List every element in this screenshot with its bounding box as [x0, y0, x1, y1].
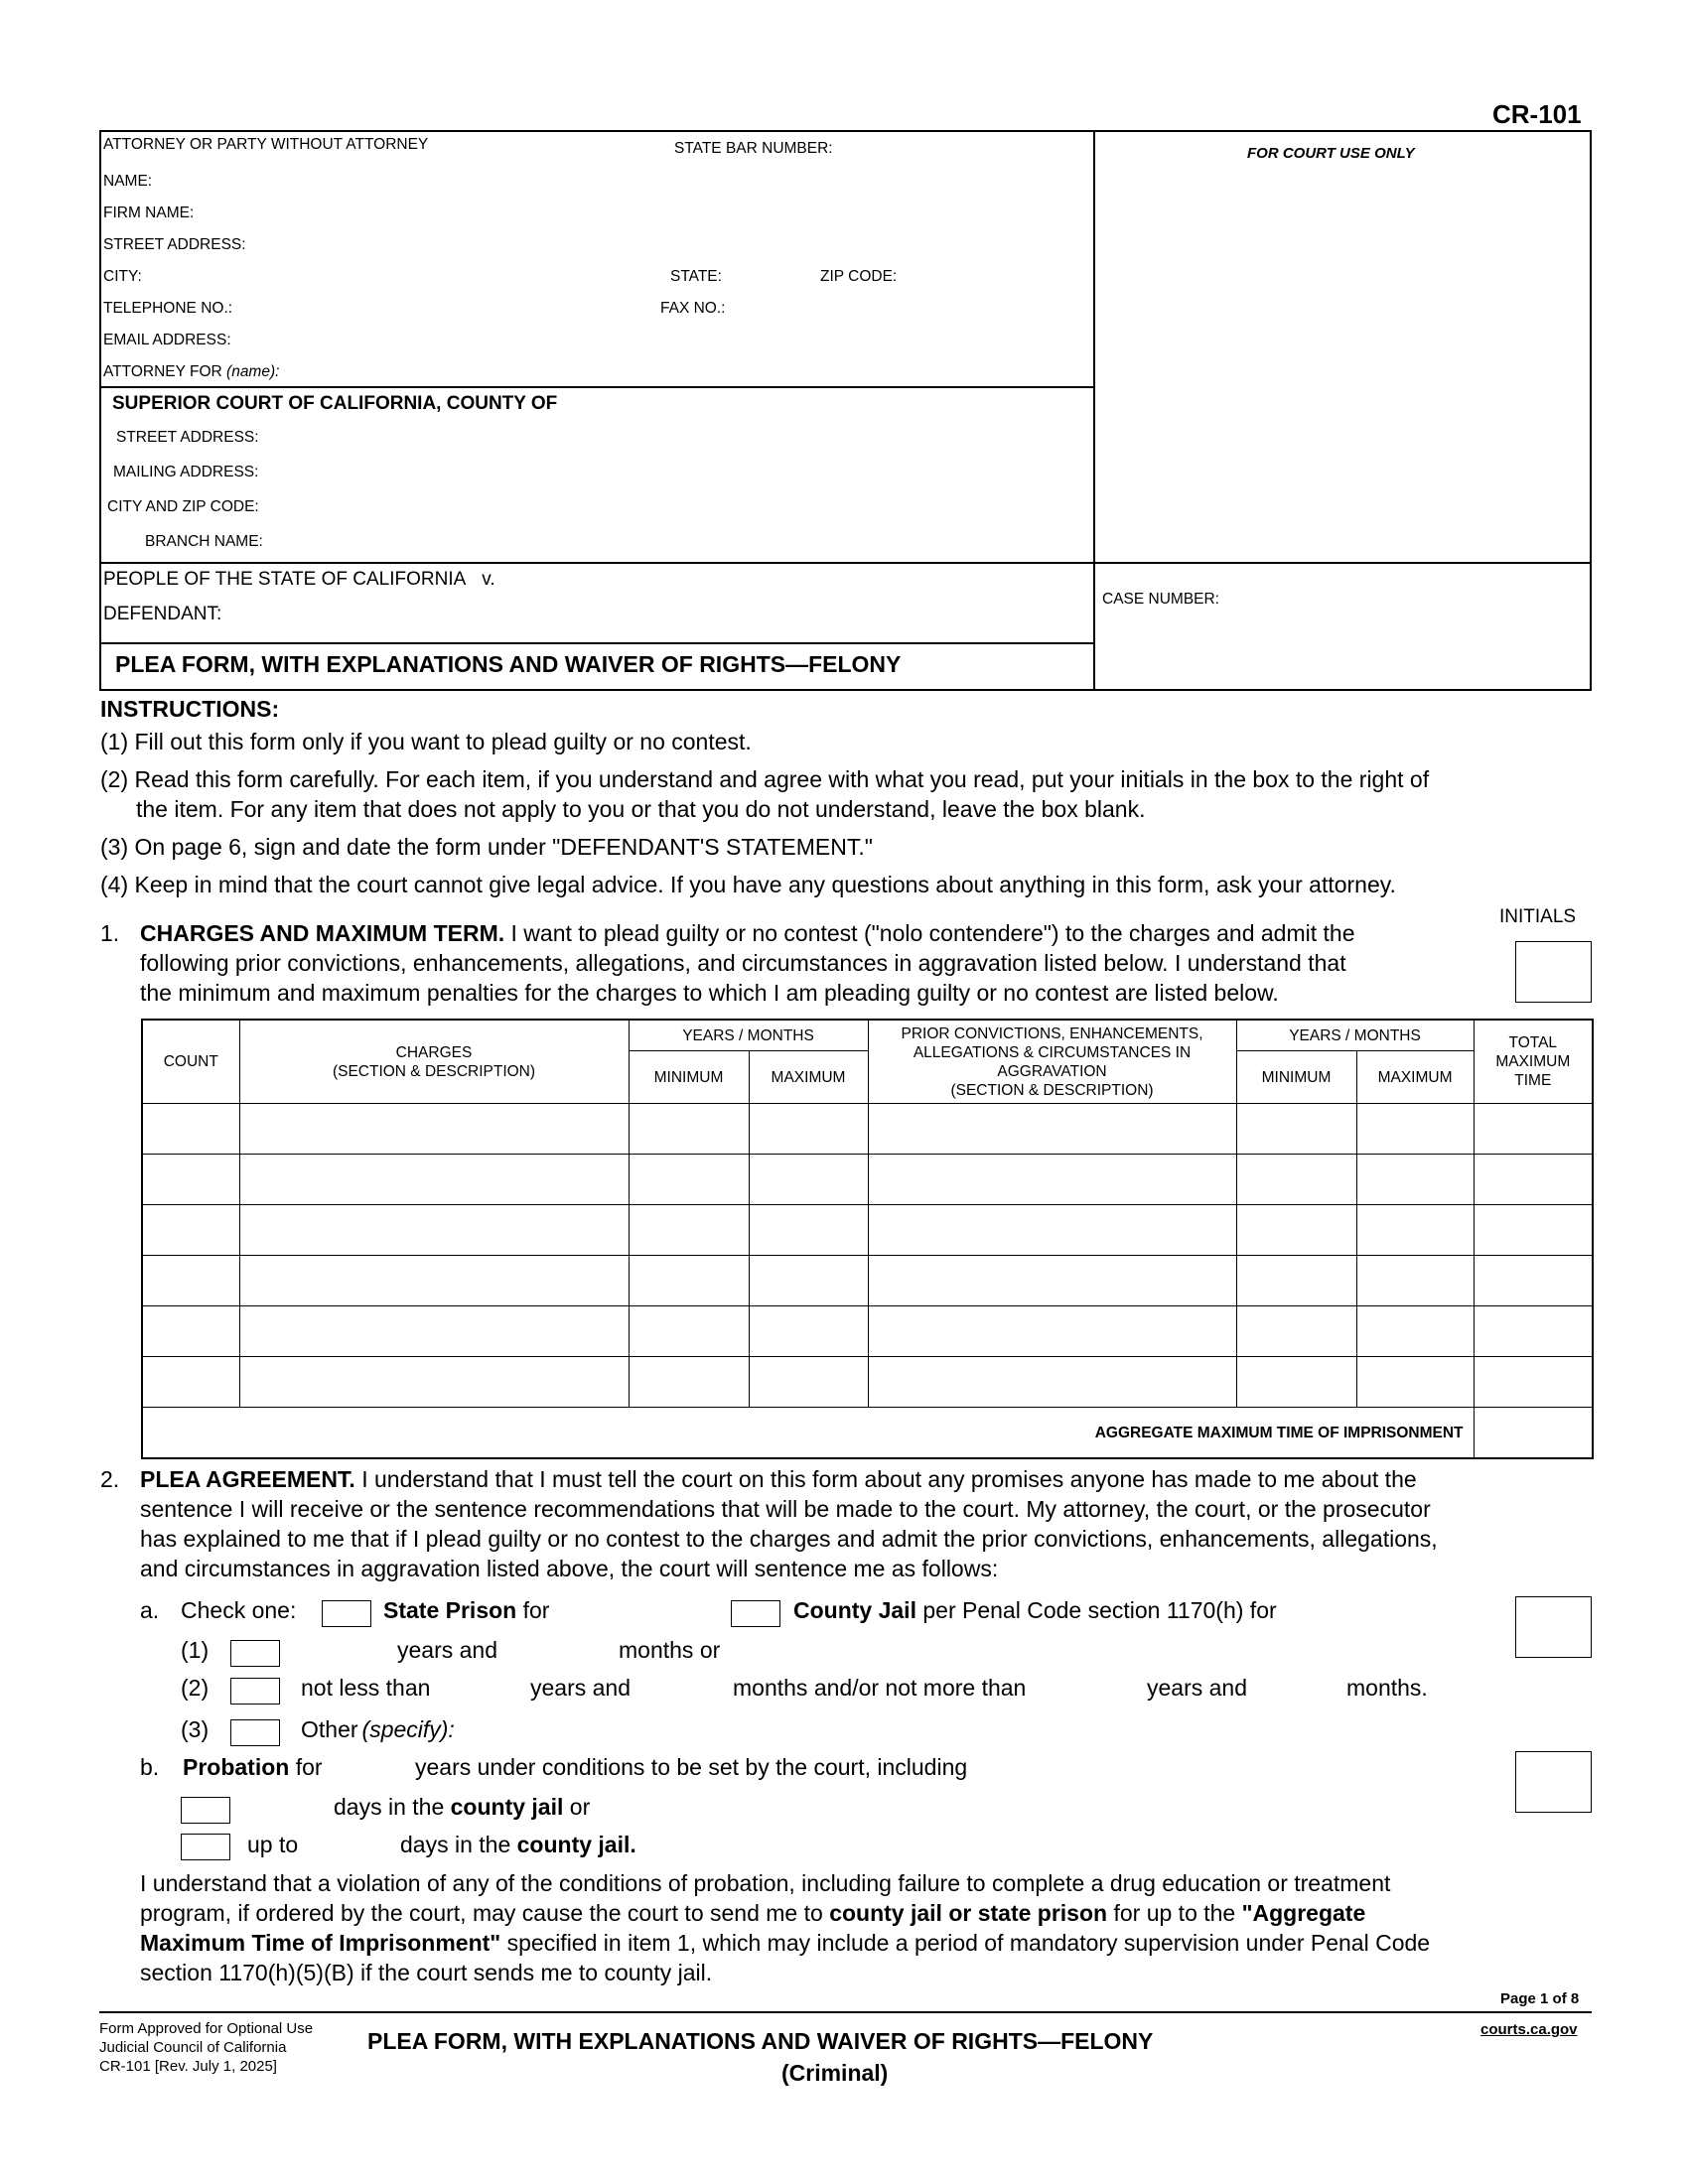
col-total: TOTAL MAXIMUM TIME: [1474, 1020, 1593, 1104]
county-jail-label: [793, 1595, 1277, 1626]
col-minimum-2: MINIMUM: [1236, 1051, 1356, 1104]
option-3-other: [301, 1714, 455, 1745]
approved-line1: Form Approved for Optional Use: [99, 2020, 314, 2037]
up-to-label: up to: [247, 1832, 299, 1857]
footer-rule: [99, 2011, 1592, 2013]
cell[interactable]: [1474, 1357, 1593, 1408]
page-number: Page 1 of 8: [1500, 1990, 1580, 2007]
col-maximum-2: MAXIMUM: [1356, 1051, 1474, 1104]
option-1-label: (1): [181, 1637, 210, 1663]
cell[interactable]: [142, 1104, 239, 1155]
cell[interactable]: [629, 1357, 749, 1408]
cell[interactable]: [749, 1104, 868, 1155]
item2-line3: has explained to me that if I plead guilty or no contest to the charges and admit the prior convictions, enhancements, allegations,: [140, 1526, 1438, 1552]
approved-block: [99, 2019, 313, 2076]
court-street-label: STREET ADDRESS:: [116, 429, 259, 446]
viol2c: for up to the: [1107, 1900, 1242, 1926]
cell[interactable]: [239, 1306, 629, 1357]
cell[interactable]: [868, 1104, 1236, 1155]
jail-days-checkbox[interactable]: [181, 1797, 230, 1824]
initials-box-1[interactable]: [1515, 941, 1592, 1003]
case-number-box: [1093, 562, 1592, 691]
state-bar-label: STATE BAR NUMBER:: [674, 140, 833, 157]
jail-days-label: [334, 1792, 590, 1823]
cell[interactable]: [1356, 1205, 1474, 1256]
instructions-heading: INSTRUCTIONS:: [100, 696, 280, 722]
charges-table: [141, 1019, 1594, 1459]
item1-line3: the minimum and maximum penalties for the charges to which I am pleading guilty or no contest are listed below.: [140, 980, 1279, 1006]
cell[interactable]: [142, 1205, 239, 1256]
cell[interactable]: [1236, 1256, 1356, 1306]
cell[interactable]: [1356, 1256, 1474, 1306]
col-maximum: MAXIMUM: [749, 1051, 868, 1104]
cell[interactable]: [1356, 1104, 1474, 1155]
cell[interactable]: [142, 1155, 239, 1205]
days-in-text-2: days in the: [400, 1832, 517, 1857]
court-use-label: FOR COURT USE ONLY: [1247, 145, 1415, 162]
cell[interactable]: [749, 1357, 868, 1408]
attorney-for-text: ATTORNEY FOR: [103, 363, 222, 380]
or-text: or: [563, 1794, 591, 1820]
cell[interactable]: [868, 1306, 1236, 1357]
court-title: SUPERIOR COURT OF CALIFORNIA, COUNTY OF: [112, 393, 558, 414]
telephone-label: TELEPHONE NO.:: [103, 300, 233, 317]
viol2a: program, if ordered by the court, may cause the court to send me to: [140, 1900, 830, 1926]
item1-line1-text: I want to plead guilty or no contest ("nolo contendere") to the charges and admit the: [504, 920, 1355, 946]
col-prior: [868, 1020, 1236, 1104]
violation-line1: I understand that a violation of any of the conditions of probation, including failure to complete a drug education or treatment: [140, 1870, 1391, 1896]
item2-number: 2.: [100, 1466, 120, 1492]
option-3-checkbox[interactable]: [230, 1719, 280, 1746]
col-years-months-2: YEARS / MONTHS: [1236, 1020, 1474, 1051]
cell[interactable]: [1236, 1357, 1356, 1408]
cell[interactable]: [1356, 1357, 1474, 1408]
days-in-text: days in the: [334, 1794, 451, 1820]
aggregate-label: AGGREGATE MAXIMUM TIME OF IMPRISONMENT: [142, 1408, 1474, 1459]
court-mailing-label: MAILING ADDRESS:: [113, 464, 259, 480]
cell[interactable]: [239, 1256, 629, 1306]
col-prior-label: PRIOR CONVICTIONS, ENHANCEMENTS, ALLEGATIONS & CIRCUMSTANCES IN AGGRAVATION: [901, 1024, 1203, 1080]
col-prior-sub: (SECTION & DESCRIPTION): [950, 1081, 1154, 1099]
county-jail-rest: per Penal Code section 1170(h) for: [915, 1597, 1277, 1623]
up-to-checkbox[interactable]: [181, 1834, 230, 1860]
col-charges-sub: (SECTION & DESCRIPTION): [332, 1062, 536, 1080]
col-charges: [239, 1020, 629, 1104]
courts-link[interactable]: courts.ca.gov: [1480, 2021, 1578, 2038]
instruction-2a: (2) Read this form carefully. For each item, if you understand and agree with what you read, put your initials in the box to the right of: [100, 766, 1430, 792]
item2-line2: sentence I will receive or the sentence recommendations that will be made to the court. My attorney, the court, or the prosecutor: [140, 1496, 1431, 1522]
cell[interactable]: [1236, 1205, 1356, 1256]
cell[interactable]: [1474, 1256, 1593, 1306]
county-jail-text: County Jail: [793, 1597, 916, 1623]
email-label: EMAIL ADDRESS:: [103, 332, 231, 348]
table-row: [142, 1205, 1593, 1256]
city-label: CITY:: [103, 268, 142, 285]
violation-line4: section 1170(h)(5)(B) if the court sends me to county jail.: [140, 1960, 713, 1985]
cell[interactable]: [629, 1205, 749, 1256]
fax-label: FAX NO.:: [660, 300, 726, 317]
cell[interactable]: [1236, 1155, 1356, 1205]
aggregate-value-cell[interactable]: [1474, 1408, 1593, 1459]
col-count: COUNT: [142, 1020, 239, 1104]
probation-text: Probation: [183, 1754, 290, 1780]
zip-label: ZIP CODE:: [820, 268, 898, 285]
cell[interactable]: [1474, 1104, 1593, 1155]
people-text: PEOPLE OF THE STATE OF CALIFORNIA: [103, 569, 467, 590]
cell[interactable]: [239, 1205, 629, 1256]
initials-box-2a[interactable]: [1515, 1596, 1592, 1658]
state-prison-text: State Prison: [383, 1597, 517, 1623]
firm-label: FIRM NAME:: [103, 205, 195, 221]
cell[interactable]: [239, 1104, 629, 1155]
item2-line1-text: I understand that I must tell the court on this form about any promises anyone has made to me about the: [354, 1466, 1417, 1492]
name-label: NAME:: [103, 173, 153, 190]
instruction-2b: the item. For any item that does not apply to you or that you do not understand, leave the box blank.: [136, 796, 1146, 822]
specify-hint: (specify):: [361, 1716, 455, 1742]
item2-line4: and circumstances in aggravation listed above, the court will sentence me as follows:: [140, 1556, 999, 1581]
aggregate-row: [142, 1408, 1593, 1459]
cell[interactable]: [1356, 1155, 1474, 1205]
cell[interactable]: [1474, 1306, 1593, 1357]
up-to-days-label: [400, 1830, 636, 1860]
table-row: [142, 1306, 1593, 1357]
court-use-box: [1093, 130, 1592, 564]
cell[interactable]: [749, 1256, 868, 1306]
viol3b: specified in item 1, which may include a period of mandatory supervision under Penal Code: [500, 1930, 1431, 1956]
approved-line2: Judicial Council of California: [99, 2039, 287, 2056]
option-2-months-end: months.: [1346, 1675, 1428, 1701]
versus-text: v.: [482, 569, 495, 590]
cell[interactable]: [629, 1256, 749, 1306]
cell[interactable]: [749, 1155, 868, 1205]
option-2-not-less: not less than: [301, 1675, 431, 1701]
state-label: STATE:: [670, 268, 722, 285]
cell[interactable]: [629, 1306, 749, 1357]
option-2-years-2: years and: [1147, 1675, 1248, 1701]
people-label: [103, 569, 495, 591]
instruction-4: (4) Keep in mind that the court cannot give legal advice. If you have any questions about anything in this form, ask your attorney.: [100, 872, 1396, 897]
county-jail-bold-2: county jail.: [516, 1832, 636, 1857]
cell[interactable]: [868, 1205, 1236, 1256]
cell[interactable]: [1474, 1155, 1593, 1205]
initials-box-2b[interactable]: [1515, 1751, 1592, 1813]
item1-number: 1.: [100, 920, 120, 946]
cell[interactable]: [1236, 1104, 1356, 1155]
viol3a: Maximum Time of Imprisonment": [140, 1930, 501, 1956]
initials-label: INITIALS: [1499, 906, 1577, 927]
option-1-months: months or: [619, 1637, 721, 1663]
court-branch-label: BRANCH NAME:: [145, 533, 263, 550]
instruction-3: (3) On page 6, sign and date the form under "DEFENDANT'S STATEMENT.": [100, 834, 873, 860]
defendant-label: DEFENDANT:: [103, 604, 222, 624]
item1-title: CHARGES AND MAXIMUM TERM.: [140, 920, 505, 946]
cell[interactable]: [239, 1155, 629, 1205]
state-prison-label: [383, 1595, 549, 1626]
viol2b: county jail or state prison: [829, 1900, 1108, 1926]
cell[interactable]: [142, 1306, 239, 1357]
other-text: Other: [301, 1716, 358, 1742]
case-number-label: CASE NUMBER:: [1102, 591, 1219, 608]
attorney-box: [99, 130, 1095, 388]
court-city-zip-label: CITY AND ZIP CODE:: [107, 498, 259, 515]
footer-title: PLEA FORM, WITH EXPLANATIONS AND WAIVER OF RIGHTS—FELONY: [367, 2028, 1154, 2054]
cell[interactable]: [1474, 1205, 1593, 1256]
cell[interactable]: [868, 1357, 1236, 1408]
option-1-years: years and: [397, 1637, 498, 1663]
violation-line3: [140, 1928, 1430, 1959]
state-prison-for: for: [516, 1597, 550, 1623]
cell[interactable]: [1356, 1306, 1474, 1357]
option-2-months-andor: months and/or not more than: [733, 1675, 1027, 1701]
cell[interactable]: [868, 1155, 1236, 1205]
street-label: STREET ADDRESS:: [103, 236, 246, 253]
option-3-label: (3): [181, 1716, 210, 1742]
attorney-for-label: [103, 363, 279, 381]
check-one-label: Check one:: [181, 1597, 297, 1623]
county-jail-checkbox[interactable]: [731, 1600, 780, 1627]
footer-subtitle: (Criminal): [781, 2060, 889, 2086]
item1-line1: [140, 918, 1355, 949]
violation-line2: [140, 1898, 1365, 1929]
probation-rest: years under conditions to be set by the court, including: [415, 1754, 968, 1780]
item2b-letter: b.: [140, 1754, 160, 1780]
option-2-label: (2): [181, 1675, 210, 1701]
cell[interactable]: [868, 1256, 1236, 1306]
option-2-years: years and: [530, 1675, 632, 1701]
cell[interactable]: [629, 1155, 749, 1205]
cell[interactable]: [239, 1357, 629, 1408]
option-2-checkbox[interactable]: [230, 1678, 280, 1705]
cell[interactable]: [749, 1306, 868, 1357]
item1-line2: following prior convictions, enhancements, allegations, and circumstances in aggravation listed below. I understand that: [140, 950, 1346, 976]
approved-line3: CR-101 [Rev. July 1, 2025]: [99, 2058, 277, 2075]
table-row: [142, 1155, 1593, 1205]
form-id: CR-101: [1492, 99, 1582, 129]
col-charges-label: CHARGES: [395, 1043, 473, 1061]
col-minimum: MINIMUM: [629, 1051, 749, 1104]
cell[interactable]: [142, 1256, 239, 1306]
probation-label: [183, 1752, 323, 1783]
col-years-months: YEARS / MONTHS: [629, 1020, 868, 1051]
cell[interactable]: [142, 1357, 239, 1408]
table-row: [142, 1357, 1593, 1408]
county-jail-bold: county jail: [450, 1794, 564, 1820]
item2-title: PLEA AGREEMENT.: [140, 1466, 355, 1492]
item2-line1: [140, 1464, 1417, 1495]
attorney-heading: ATTORNEY OR PARTY WITHOUT ATTORNEY: [103, 136, 429, 153]
attorney-for-name-hint: (name):: [226, 363, 280, 380]
table-row: [142, 1256, 1593, 1306]
item2a-letter: a.: [140, 1597, 160, 1623]
cell[interactable]: [1236, 1306, 1356, 1357]
probation-for: for: [289, 1754, 323, 1780]
instruction-1: (1) Fill out this form only if you want to plead guilty or no contest.: [100, 729, 752, 754]
option-1-checkbox[interactable]: [230, 1640, 280, 1667]
form-title: PLEA FORM, WITH EXPLANATIONS AND WAIVER OF RIGHTS—FELONY: [115, 651, 902, 677]
viol2d: "Aggregate: [1241, 1900, 1366, 1926]
table-row: [142, 1104, 1593, 1155]
cell[interactable]: [629, 1104, 749, 1155]
state-prison-checkbox[interactable]: [322, 1600, 371, 1627]
cell[interactable]: [749, 1205, 868, 1256]
